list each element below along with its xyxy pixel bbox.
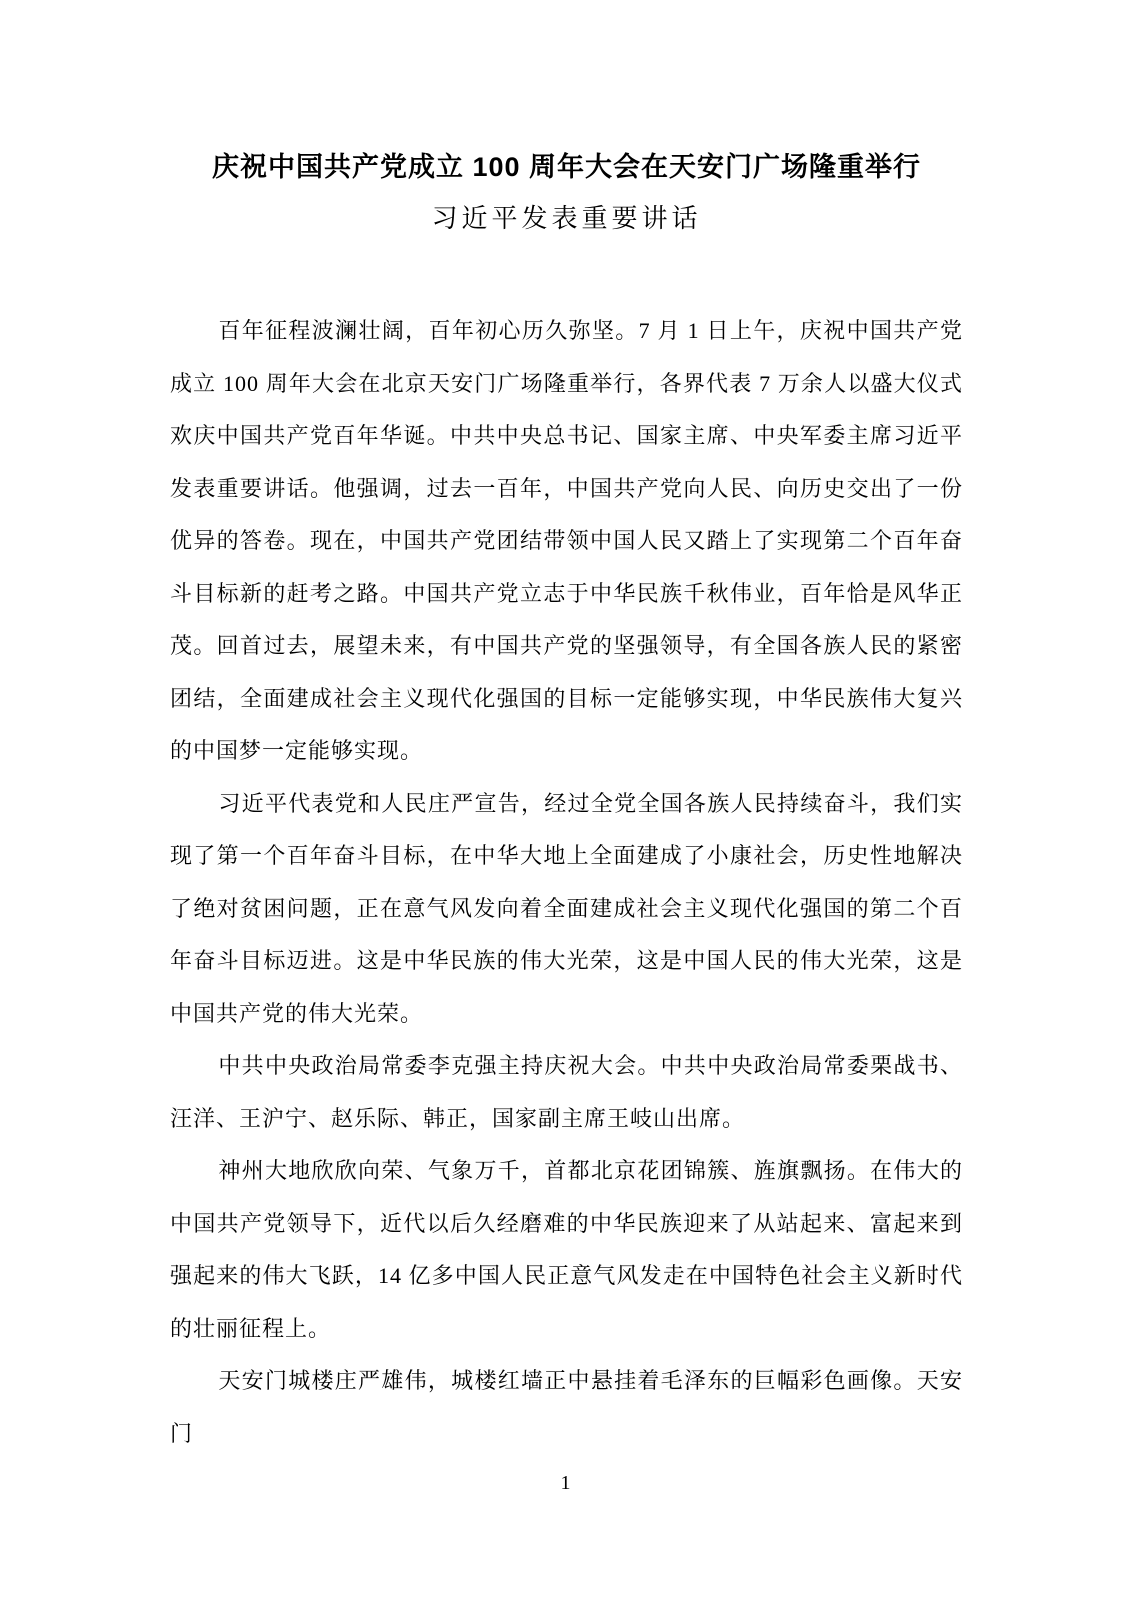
paragraph-3: 中共中央政治局常委李克强主持庆祝大会。中共中央政治局常委栗战书、汪洋、王沪宁、赵乐际、韩正，国家副主席王岐山出席。 [170,1053,963,1131]
paragraph-1: 百年征程波澜壮阔，百年初心历久弥坚。7 月 1 日上午，庆祝中国共产党成立 100 周年大会在北京天安门广场隆重举行，各界代表 7 万余人以盛大仪式欢庆中国共产党百年华诞。中共中央总书记、国家主席、中央军委主席习近平发表重要讲话。他强调，过去一百年，中国共产党向人民、向历史交出了一份优异的答卷。现在，中国共产党团结带领中国人民又踏上了实现第二个百年奋斗目标新的赶考之路。中国共产党立志于中华民族千秋伟业，百年恰是风华正茂。回首过去，展望未来，有中国共产党的坚强领导，有全国各族人民的紧密团结，全面建成社会主义现代化强国的目标一定能够实现，中华民族伟大复兴的中国梦一定能够实现。 [170,318,963,763]
document-body [170,305,963,1460]
document-subtitle: 习近平发表重要讲话 [431,204,702,233]
paragraph-5: 天安门城楼庄严雄伟，城楼红墙正中悬挂着毛泽东的巨幅彩色画像。天安门 [170,1368,963,1446]
paragraph-4: 神州大地欣欣向荣、气象万千，首都北京花团锦簇、旌旗飘扬。在伟大的中国共产党领导下，近代以后久经磨难的中华民族迎来了从站起来、富起来到强起来的伟大飞跃，14 亿多中国人民正意气风发走在中国特色社会主义新时代的壮丽征程上。 [170,1158,963,1341]
page-number: 1 [560,1472,571,1494]
document-title: 庆祝中国共产党成立 100 周年大会在天安门广场隆重举行 [211,152,922,182]
paragraph-2: 习近平代表党和人民庄严宣告，经过全党全国各族人民持续奋斗，我们实现了第一个百年奋斗目标，在中华大地上全面建成了小康社会，历史性地解决了绝对贫困问题，正在意气风发向着全面建成社会主义现代化强国的第二个百年奋斗目标迈进。这是中华民族的伟大光荣，这是中国人民的伟大光荣，这是中国共产党的伟大光荣。 [170,790,963,1026]
